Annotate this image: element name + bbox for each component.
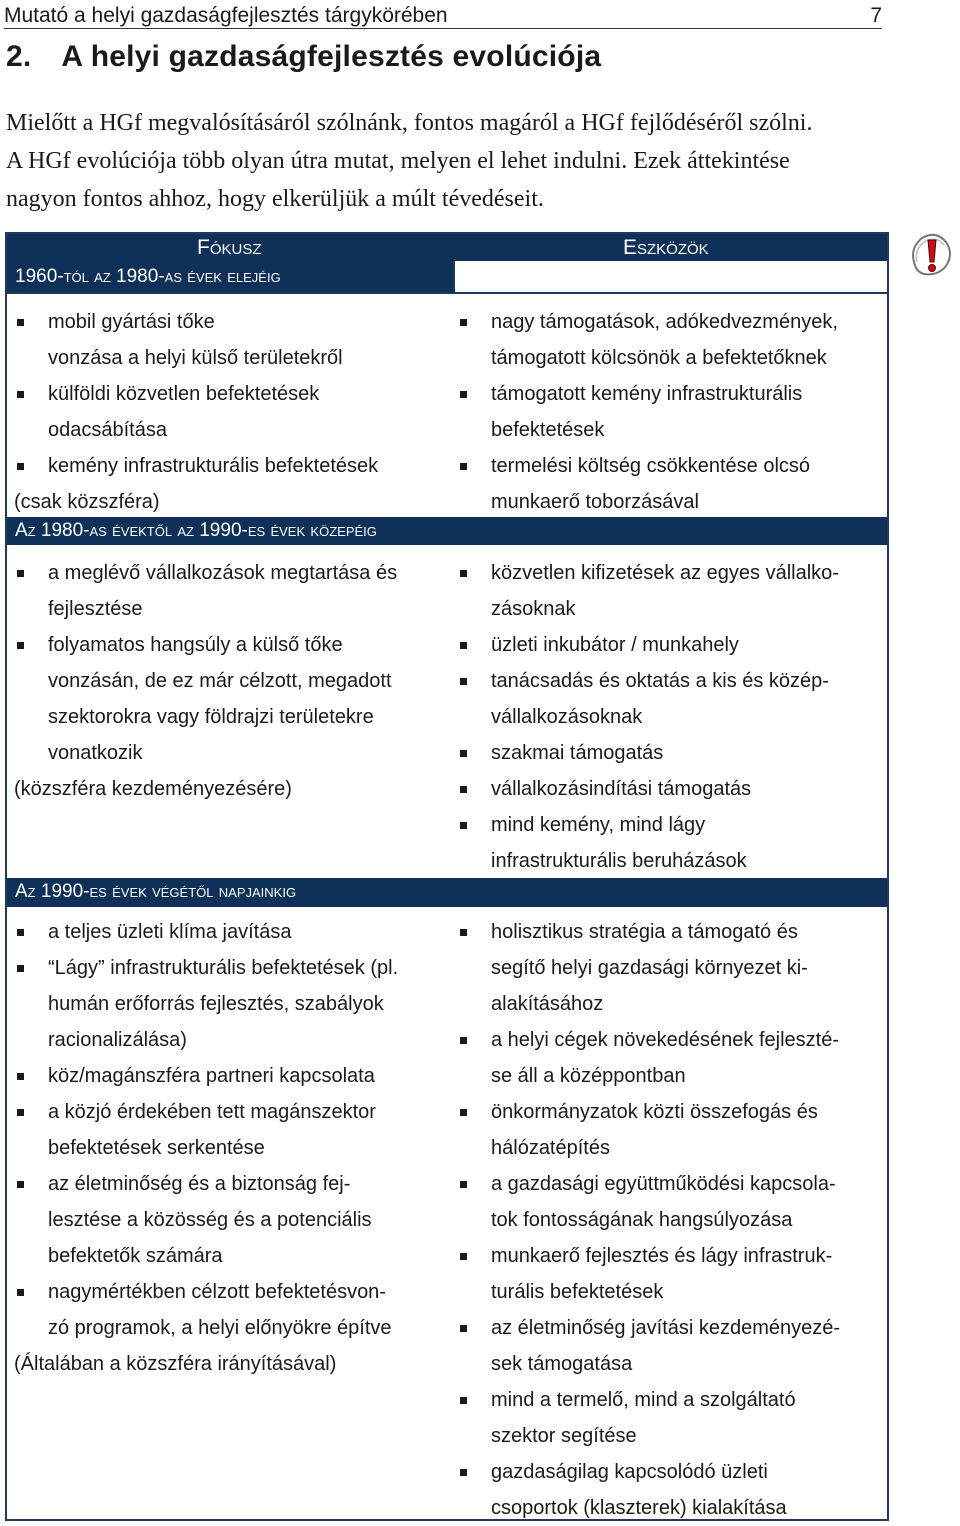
- list-item-continuation: hálózatépítés: [491, 1137, 610, 1159]
- list-item-continuation: tok fontosságának hangsúlyozása: [491, 1209, 793, 1231]
- list-item: holisztikus stratégia a támogató és: [457, 914, 887, 950]
- list-item-continuation: szektor segítése: [491, 1425, 637, 1447]
- chapter-title: A helyi gazdaságfejlesztés evolúciója: [61, 40, 602, 73]
- list-item-continuation: zásoknak: [491, 598, 576, 620]
- list-item: közvetlen kifizetések az egyes vállalko-: [457, 555, 887, 591]
- list-item: a helyi cégek növekedésének fejleszté-: [457, 1022, 887, 1058]
- list-item-continuation: se áll a középpontban: [491, 1065, 686, 1087]
- list-item: munkaerő fejlesztés és lágy infrastruk-: [457, 1238, 887, 1274]
- list-item: mobil gyártási tőke: [14, 304, 454, 340]
- column-divider: [453, 261, 455, 294]
- list-item: nagymértékben célzott befektetésvon-: [14, 1274, 454, 1310]
- focus-list-3: [14, 914, 454, 1382]
- bullet-list: [14, 914, 454, 1382]
- list-item-continuation: racionalizálása): [48, 1029, 187, 1051]
- period-label: Az 1980-as évektől az 1990-es évek közepéig: [15, 520, 377, 541]
- running-header: [4, 4, 882, 29]
- list-item: termelési költség csökkentése olcsó: [457, 448, 887, 484]
- tools-list-3: [457, 914, 887, 1526]
- list-item: külföldi közvetlen befektetések: [14, 376, 454, 412]
- list-item-continuation: befektetők számára: [48, 1245, 223, 1267]
- row-divider: [7, 292, 887, 294]
- list-item-continuation: (Általában a közszféra irányításával): [14, 1353, 337, 1375]
- period-header-1: [7, 261, 453, 292]
- list-item: “Lágy” infrastrukturális befektetések (pl.: [14, 950, 454, 986]
- list-item-continuation: (csak közszféra): [14, 491, 160, 513]
- bullet-list: [457, 914, 887, 1526]
- chapter-heading: [6, 40, 601, 74]
- list-item: vállalkozásindítási támogatás: [457, 771, 887, 807]
- evolution-table: [5, 232, 889, 1521]
- bullet-list: [457, 555, 887, 879]
- period-label: Az 1990-es évek végétől napjainkig: [15, 881, 297, 902]
- tools-list-1: [457, 304, 887, 520]
- list-item-continuation: vonzásán, de ez már célzott, megadott: [48, 670, 392, 692]
- list-item: szakmai támogatás: [457, 735, 887, 771]
- list-item-continuation: segítő helyi gazdasági környezet ki-: [491, 957, 808, 979]
- list-item-continuation: fejlesztése: [48, 598, 143, 620]
- focus-column-header: Fókusz: [197, 236, 262, 259]
- list-item-continuation: turális befektetések: [491, 1281, 664, 1303]
- chapter-number: 2.: [6, 40, 32, 73]
- list-item: önkormányzatok közti összefogás és: [457, 1094, 887, 1130]
- list-item: üzleti inkubátor / munkahely: [457, 627, 887, 663]
- list-item-continuation: csoportok (klaszterek) kialakítása: [491, 1497, 787, 1519]
- period-label: 1960-tól az 1980-as évek elejéig: [15, 266, 281, 287]
- list-item: mind kemény, mind lágy: [457, 807, 887, 843]
- list-item-continuation: humán erőforrás fejlesztés, szabályok: [48, 993, 384, 1015]
- bullet-list: [457, 304, 887, 520]
- list-item: az életminőség és a biztonság fej-: [14, 1166, 454, 1202]
- list-item: mind a termelő, mind a szolgáltató: [457, 1382, 887, 1418]
- period-header-2: [7, 517, 887, 545]
- tools-column-header: Eszközök: [623, 236, 709, 259]
- list-item-continuation: lesztése a közösség és a potenciális: [48, 1209, 372, 1231]
- list-item: a gazdasági együttműködési kapcsola-: [457, 1166, 887, 1202]
- list-item: a meglévő vállalkozások megtartása és: [14, 555, 454, 591]
- period-header-3: [7, 878, 887, 907]
- exclamation-warning-icon: [908, 232, 954, 278]
- list-item-continuation: befektetések: [491, 419, 605, 441]
- list-item-continuation: zó programok, a helyi előnyökre építve: [48, 1317, 392, 1339]
- list-item: a közjó érdekében tett magánszektor: [14, 1094, 454, 1130]
- table-header-row: [7, 234, 887, 261]
- page-number: 7: [870, 4, 882, 27]
- bullet-list: [14, 555, 454, 807]
- list-item: a teljes üzleti klíma javítása: [14, 914, 454, 950]
- list-item-continuation: odacsábítása: [48, 419, 167, 441]
- list-item-continuation: támogatott kölcsönök a befektetőknek: [491, 347, 827, 369]
- list-item-continuation: vonzása a helyi külső területekről: [48, 347, 343, 369]
- running-header-title: Mutató a helyi gazdaságfejlesztés tárgykörében: [4, 4, 448, 27]
- bullet-list: [14, 304, 454, 520]
- list-item-continuation: vállalkozásoknak: [491, 706, 643, 728]
- focus-list-2: [14, 555, 454, 807]
- list-item: köz/magánszféra partneri kapcsolata: [14, 1058, 454, 1094]
- list-item-continuation: munkaerő toborzásával: [491, 491, 699, 513]
- intro-line: Mielőtt a HGf megvalósításáról szólnánk, fontos magáról a HGf fejlődéséről szólni.: [6, 110, 813, 136]
- list-item: támogatott kemény infrastrukturális: [457, 376, 887, 412]
- list-item: kemény infrastrukturális befektetések: [14, 448, 454, 484]
- list-item: gazdaságilag kapcsolódó üzleti: [457, 1454, 887, 1490]
- list-item-continuation: szektorokra vagy földrajzi területekre: [48, 706, 374, 728]
- list-item: az életminőség javítási kezdeményezé-: [457, 1310, 887, 1346]
- list-item: tanácsadás és oktatás a kis és közép-: [457, 663, 887, 699]
- list-item-continuation: infrastrukturális beruházások: [491, 850, 747, 872]
- list-item-continuation: alakításához: [491, 993, 604, 1015]
- tools-list-2: [457, 555, 887, 879]
- list-item: folyamatos hangsúly a külső tőke: [14, 627, 454, 663]
- list-item-continuation: vonatkozik: [48, 742, 143, 764]
- list-item: nagy támogatások, adókedvezmények,: [457, 304, 887, 340]
- list-item-continuation: befektetések serkentése: [48, 1137, 265, 1159]
- focus-list-1: [14, 304, 454, 520]
- list-item-continuation: (közszféra kezdeményezésére): [14, 778, 292, 800]
- intro-line: nagyon fontos ahhoz, hogy elkerüljük a múlt tévedéseit.: [6, 186, 544, 212]
- intro-paragraph: [6, 104, 896, 218]
- list-item-continuation: sek támogatása: [491, 1353, 633, 1375]
- intro-line: A HGf evolúciója több olyan útra mutat, melyen el lehet indulni. Ezek áttekintése: [6, 148, 790, 174]
